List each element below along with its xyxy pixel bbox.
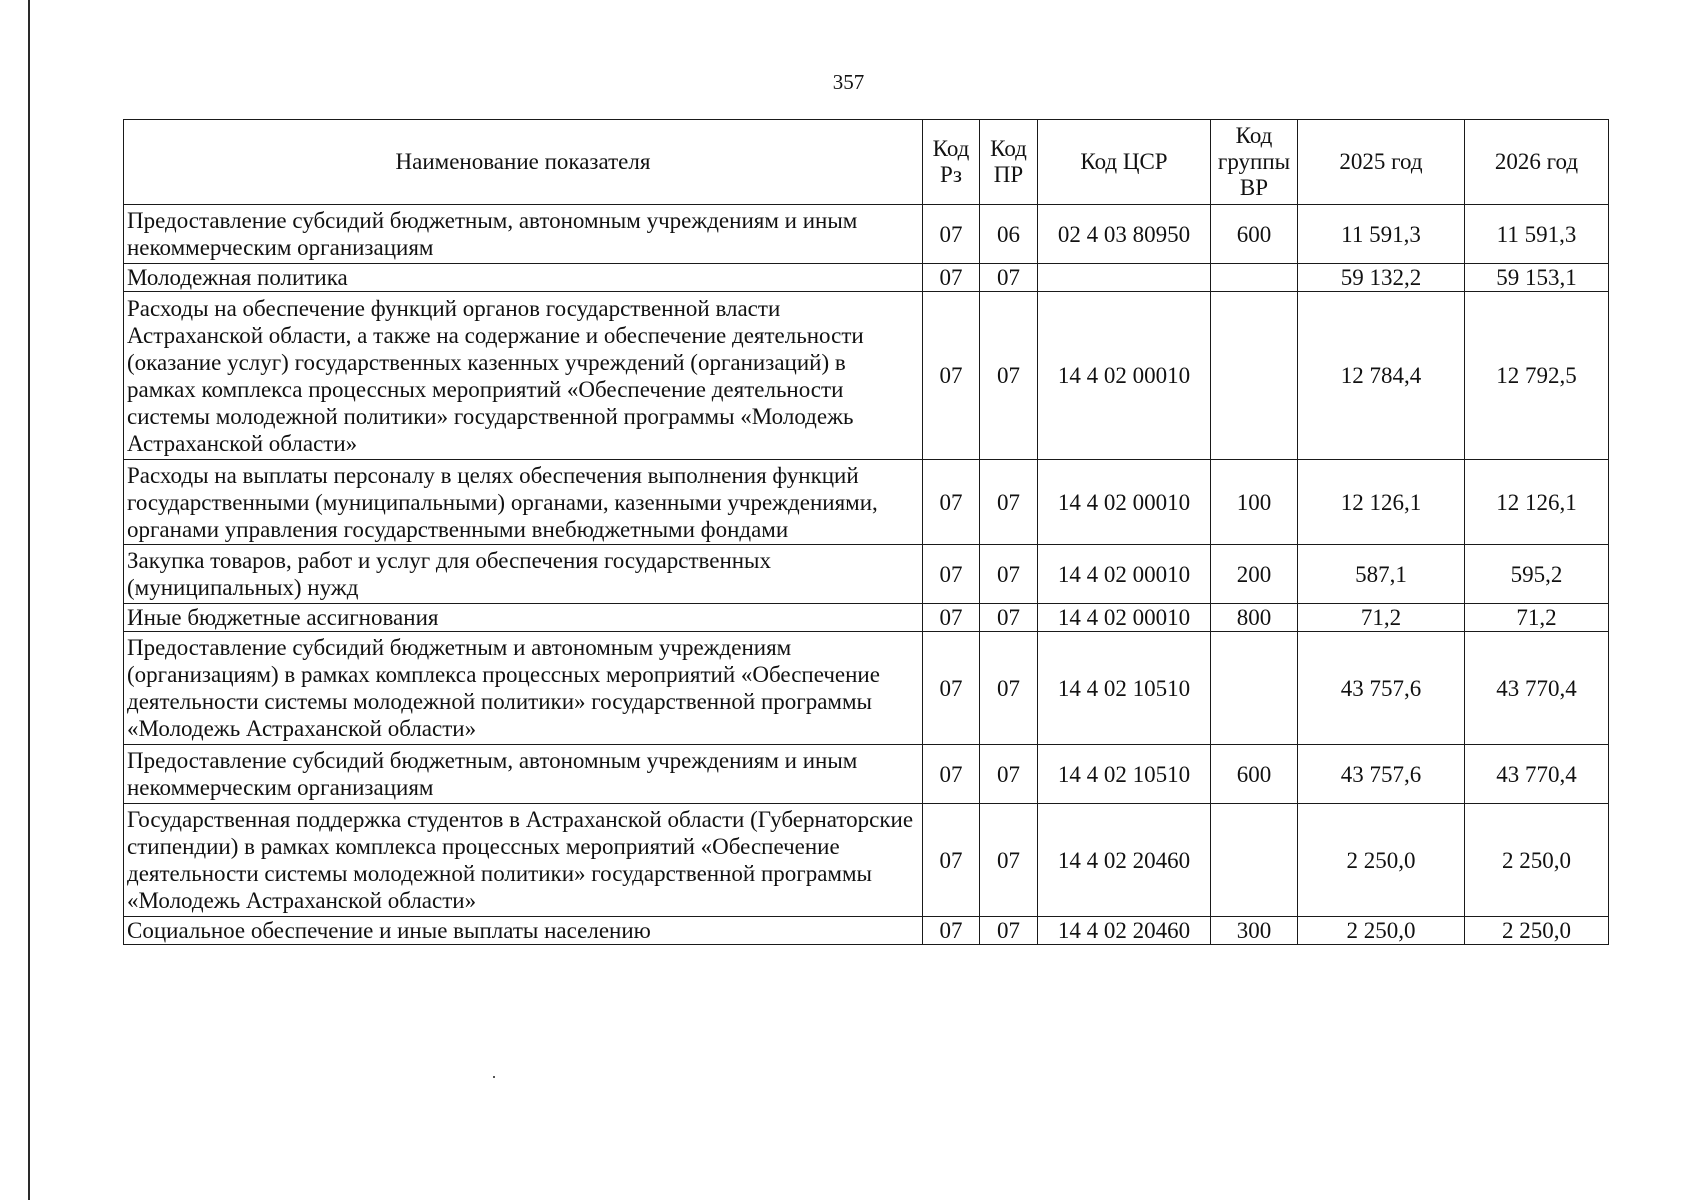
budget-table bbox=[123, 119, 1609, 945]
row-2025: 43 757,6 bbox=[1298, 632, 1465, 745]
row-2026: 59 153,1 bbox=[1465, 264, 1609, 292]
row-vr: 200 bbox=[1211, 545, 1298, 604]
row-name: Предоставление субсидий бюджетным, автономным учреждениям и иным некоммерческим организациям bbox=[124, 745, 923, 804]
row-csr: 14 4 02 20460 bbox=[1038, 804, 1211, 917]
header-csr: Код ЦСР bbox=[1038, 120, 1211, 205]
row-vr: 800 bbox=[1211, 604, 1298, 632]
table-row bbox=[124, 205, 1609, 264]
table-row bbox=[124, 264, 1609, 292]
row-csr: 14 4 02 00010 bbox=[1038, 460, 1211, 545]
row-2026: 43 770,4 bbox=[1465, 632, 1609, 745]
row-csr: 02 4 03 80950 bbox=[1038, 205, 1211, 264]
row-2025: 71,2 bbox=[1298, 604, 1465, 632]
row-2026: 11 591,3 bbox=[1465, 205, 1609, 264]
header-rz: Код Рз bbox=[923, 120, 980, 205]
header-2025: 2025 год bbox=[1298, 120, 1465, 205]
page-number: 357 bbox=[832, 70, 865, 94]
row-pr: 07 bbox=[980, 632, 1038, 745]
row-vr: 100 bbox=[1211, 460, 1298, 545]
row-rz: 07 bbox=[923, 804, 980, 917]
table-row bbox=[124, 745, 1609, 804]
row-csr bbox=[1038, 264, 1211, 292]
table-row bbox=[124, 917, 1609, 945]
binding-margin-line bbox=[28, 0, 30, 1200]
table-row bbox=[124, 545, 1609, 604]
row-rz: 07 bbox=[923, 205, 980, 264]
row-pr: 07 bbox=[980, 460, 1038, 545]
row-2025: 11 591,3 bbox=[1298, 205, 1465, 264]
table-row bbox=[124, 292, 1609, 460]
row-vr bbox=[1211, 292, 1298, 460]
row-name: Иные бюджетные ассигнования bbox=[124, 604, 923, 632]
row-csr: 14 4 02 10510 bbox=[1038, 632, 1211, 745]
row-2025: 43 757,6 bbox=[1298, 745, 1465, 804]
row-rz: 07 bbox=[923, 545, 980, 604]
row-2026: 2 250,0 bbox=[1465, 917, 1609, 945]
row-name: Молодежная политика bbox=[124, 264, 923, 292]
row-rz: 07 bbox=[923, 292, 980, 460]
row-name: Расходы на обеспечение функций органов государственной власти Астраханской области, а также на содержание и обеспечение деятельности (оказание услуг) государственных казенных учреждений (организаций) в рамках комплекса процессных мероприятий «Обеспечение деятельности системы молодежной политики» государственной программы «Молодежь Астраханской области» bbox=[124, 292, 923, 460]
row-2025: 587,1 bbox=[1298, 545, 1465, 604]
table-row bbox=[124, 604, 1609, 632]
row-2025: 59 132,2 bbox=[1298, 264, 1465, 292]
row-pr: 07 bbox=[980, 292, 1038, 460]
row-2026: 595,2 bbox=[1465, 545, 1609, 604]
row-rz: 07 bbox=[923, 264, 980, 292]
row-pr: 07 bbox=[980, 917, 1038, 945]
row-rz: 07 bbox=[923, 604, 980, 632]
row-pr: 07 bbox=[980, 604, 1038, 632]
row-2025: 2 250,0 bbox=[1298, 917, 1465, 945]
row-name: Государственная поддержка студентов в Астраханской области (Губернаторские стипендии) в рамках комплекса процессных мероприятий «Обеспечение деятельности системы молодежной политики» государственной программы «Молодежь Астраханской области» bbox=[124, 804, 923, 917]
table-row bbox=[124, 460, 1609, 545]
header-name: Наименование показателя bbox=[124, 120, 923, 205]
row-2025: 2 250,0 bbox=[1298, 804, 1465, 917]
row-name: Расходы на выплаты персоналу в целях обеспечения выполнения функций государственными (муниципальными) органами, казенными учреждениями, органами управления государственными внебюджетными фондами bbox=[124, 460, 923, 545]
row-csr: 14 4 02 00010 bbox=[1038, 604, 1211, 632]
row-csr: 14 4 02 10510 bbox=[1038, 745, 1211, 804]
row-2025: 12 126,1 bbox=[1298, 460, 1465, 545]
row-2026: 43 770,4 bbox=[1465, 745, 1609, 804]
row-2025: 12 784,4 bbox=[1298, 292, 1465, 460]
row-rz: 07 bbox=[923, 917, 980, 945]
header-pr: Код ПР bbox=[980, 120, 1038, 205]
row-name: Социальное обеспечение и иные выплаты населению bbox=[124, 917, 923, 945]
header-vr: Код группы ВР bbox=[1211, 120, 1298, 205]
table-row bbox=[124, 804, 1609, 917]
row-vr bbox=[1211, 264, 1298, 292]
row-pr: 06 bbox=[980, 205, 1038, 264]
table-row bbox=[124, 632, 1609, 745]
row-pr: 07 bbox=[980, 804, 1038, 917]
row-2026: 12 126,1 bbox=[1465, 460, 1609, 545]
row-rz: 07 bbox=[923, 460, 980, 545]
row-rz: 07 bbox=[923, 745, 980, 804]
row-pr: 07 bbox=[980, 545, 1038, 604]
row-vr: 600 bbox=[1211, 745, 1298, 804]
row-2026: 2 250,0 bbox=[1465, 804, 1609, 917]
row-2026: 12 792,5 bbox=[1465, 292, 1609, 460]
table-header-row bbox=[124, 120, 1609, 205]
row-vr: 600 bbox=[1211, 205, 1298, 264]
row-name: Закупка товаров, работ и услуг для обеспечения государственных (муниципальных) нужд bbox=[124, 545, 923, 604]
row-vr bbox=[1211, 804, 1298, 917]
row-2026: 71,2 bbox=[1465, 604, 1609, 632]
row-csr: 14 4 02 00010 bbox=[1038, 545, 1211, 604]
row-pr: 07 bbox=[980, 264, 1038, 292]
row-name: Предоставление субсидий бюджетным, автономным учреждениям и иным некоммерческим организациям bbox=[124, 205, 923, 264]
header-2026: 2026 год bbox=[1465, 120, 1609, 205]
row-csr: 14 4 02 20460 bbox=[1038, 917, 1211, 945]
row-csr: 14 4 02 00010 bbox=[1038, 292, 1211, 460]
row-rz: 07 bbox=[923, 632, 980, 745]
row-vr bbox=[1211, 632, 1298, 745]
row-pr: 07 bbox=[980, 745, 1038, 804]
row-name: Предоставление субсидий бюджетным и автономным учреждениям (организациям) в рамках комплекса процессных мероприятий «Обеспечение деятельности системы молодежной политики» государственной программы «Молодежь Астраханской области» bbox=[124, 632, 923, 745]
row-vr: 300 bbox=[1211, 917, 1298, 945]
scan-speck bbox=[493, 1076, 495, 1078]
